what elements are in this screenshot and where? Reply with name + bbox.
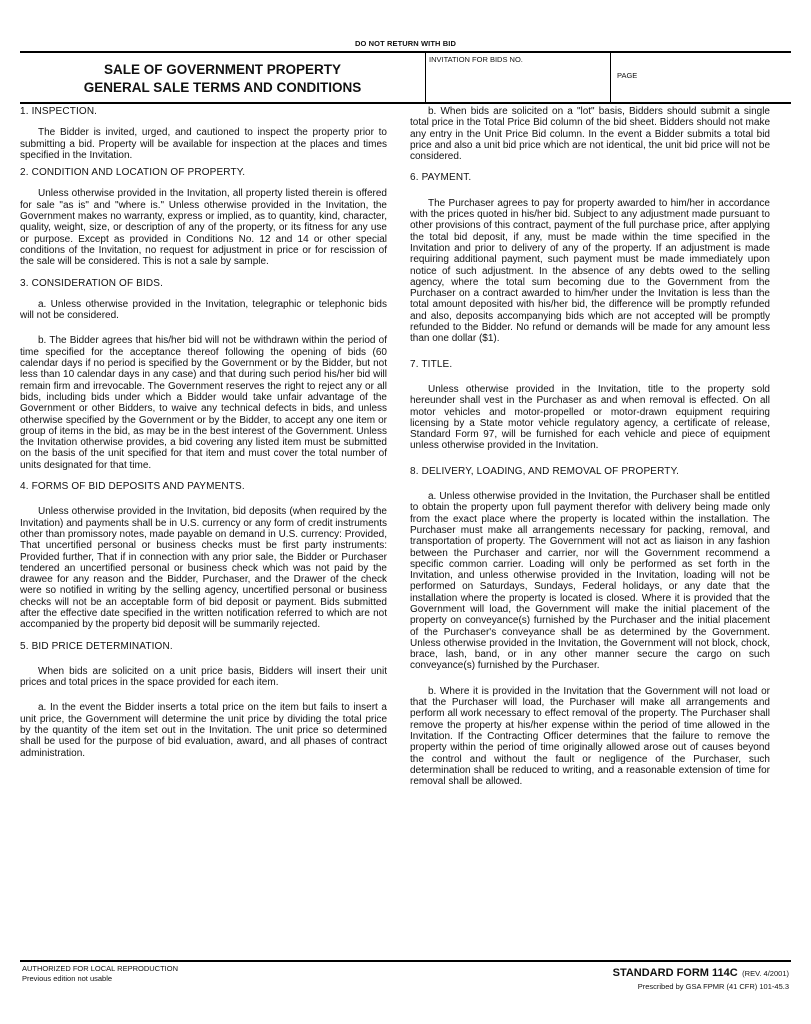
page-number-field[interactable] (611, 52, 791, 102)
invitation-number-field[interactable] (425, 52, 611, 102)
section-heading-inspection: 1. INSPECTION. (20, 106, 98, 117)
section-paragraph: Unless otherwise provided in the Invitation, title to the property sold hereunder shall vest in the Purchaser as and when removal is effected. On all motor vehicles and motor-propelled or motor-drawn equipment requiring licensing by a State motor vehicle regulatory agency, a certificate of release, Standard Form 97, will be furnished for each vehicle and piece of equipment unless otherwise provided in the Invitation. (410, 383, 770, 452)
right-column (410, 106, 770, 787)
do-not-return-notice: DO NOT RETURN WITH BID (355, 39, 456, 48)
invitation-number-label: INVITATION FOR BIDS NO. (429, 55, 523, 64)
form-revision: (REV. 4/2001) (742, 969, 789, 978)
section-heading-condition: 2. CONDITION AND LOCATION OF PROPERTY. (20, 167, 246, 179)
section-heading-consideration: 3. CONSIDERATION OF BIDS. (20, 277, 164, 289)
page-label: PAGE (617, 71, 638, 80)
section-paragraph: The Purchaser agrees to pay for property awarded to him/her in accordance with the prices quoted in his/her bid. Subject to any adjustment made pursuant to other provisions of this contract, payment of the full purchase price, after applying the total bid deposit, if any, must be made within the time specified in the Invitation and prior to delivery of any of the property. If an adjustment is made requiring additional payment, such payment must be made immediately upon notice of such adjustment. In the absence of any debts owed to the selling agency, where the total sum becoming due to the Government from the Purchaser on a contract awarded to him/her under the Invitation is less than the total amount deposited with his/her bid, the difference will be promptly refunded and also, deposits accompanying bids which are not accepted will be promptly refunded to the Bidder. No refund or demands will be made for any amount less than one dollar ($1). (410, 197, 770, 345)
section-heading-payment: 6. PAYMENT. (410, 172, 472, 184)
previous-edition-note: Previous edition not usable (22, 973, 113, 983)
footer-right (613, 963, 789, 991)
section-paragraph: b. The Bidder agrees that his/her bid will not be withdrawn within the period of time specified for the acceptance thereof following the opening of bids (60 calendar days if no period is specified by the Government or by the Bidder, but not less than 10 calendar days in any case) and that during such period his/her bid will remain firm and irrevocable. The Government reserves the right to reject any or all bids, including bids under which a Bidder would take unfair advantage of the Government or other Bidders, to waive any technical defects in bids, and unless otherwise specified by the Government or by the Bidder, to accept any one item or group of items in the bid, as may be in the best interest of the Government. Unless the Invitation otherwise provides, a bid covering any listed item must be submitted on the basis of the unit specified for that item and must cover the total number of units designated for that time. (20, 335, 387, 471)
section-paragraph: Unless otherwise provided in the Invitation, bid deposits (when required by the Invitation) and payments shall be in U.S. currency or any form of credit instruments other than promissory notes, made payable on demand in U.S. currency: Provided, That uncertified personal or business checks must be first party instruments: Provided further, That if in connection with any prior sale, the Bidder or Purchaser tendered an uncertified personal or business check which was not paid by the drawee for any reason and the Bidder, Purchaser, and the Drawer of the check were so notified in writing by the selling agency, uncertified personal or business checks will not be an acceptable form of bid deposit or payment. Bids submitted after the effective date specified in the written notification referred to which are not accompanied by the property bid deposit will be summarily rejected. (20, 506, 387, 631)
form-title-block (20, 52, 426, 102)
footer-left (22, 964, 178, 983)
section-paragraph: a. In the event the Bidder inserts a total price on the item but fails to insert a unit price, the Government will determine the unit price by dividing the total price by the quantity of the item set out in the Invitation. The unit price so determined shall be used for the purpose of bid evaluation, award, and all phases of contract administration. (20, 702, 387, 759)
section-paragraph: a. Unless otherwise provided in the Invitation, telegraphic or telephonic bids will not be considered. (20, 298, 387, 322)
section-paragraph: When bids are solicited on a unit price basis, Bidders will insert their unit prices and total prices in the space provided for each item. (20, 665, 387, 689)
section-paragraph: Unless otherwise provided in the Invitation, all property listed therein is offered for sale "as is" and "where is." Unless otherwise provided in the Invitation, the Government makes no warranty, express or implied, as to quantity, kind, character, quality, weight, size, or description of any of the property, or its fitness for any use or purpose. Except as provided in Conditions No. 12 and 14 or other special conditions of the Invitation, no request for adjustment in price or for rescission of the sale will be considered. This is not a sale by sample. (20, 188, 387, 268)
form-number: STANDARD FORM 114C (612, 967, 738, 979)
section-paragraph: The Bidder is invited, urged, and cautioned to inspect the property prior to submitting a bid. Property will be available for inspection at the places and times specified in the Invitation. (20, 127, 387, 161)
section-heading-bid-price: 5. BID PRICE DETERMINATION. (20, 640, 173, 652)
left-column (20, 106, 387, 759)
prescribed-by: Prescribed by GSA FPMR (41 CFR) 101-45.3 (637, 982, 789, 991)
form-title-line2: GENERAL SALE TERMS AND CONDITIONS (83, 80, 362, 95)
form-header (20, 52, 791, 102)
header-rule (20, 102, 791, 104)
form-title-line1: SALE OF GOVERNMENT PROPERTY (103, 62, 342, 77)
footer-rule (20, 960, 791, 962)
section-paragraph: b. When bids are solicited on a "lot" basis, Bidders should submit a single total price in the Total Price Bid column of the bid sheet. Bidders should not make any entry in the Unit Price Bid column. In the event a Bidder submits a total bid price and also a unit bid price which are not identical, the unit bid price will not be considered. (410, 106, 770, 163)
section-paragraph: a. Unless otherwise provided in the Invitation, the Purchaser shall be entitled to obtain the property upon full payment therefor with delivery being made only from the exact place where the property is located within the installation. The Purchaser must make all arrangements necessary for packing, removal, and transportation of property. The Government will not act as liaison in any fashion between the Purchaser and carrier, nor will the Government recommend a specific common carrier. Loading will only be performed as set forth in the Invitation, and unless otherwise provided in the Invitation, loading will not be performed on Saturdays, Sundays, Federal holidays, or any date that the installation where the property is located is closed. Where it is provided that the Government will load, the Government will make the initial placement of the property on conveyance(s) furnished by the Purchaser and the initial placement of the Purchaser's conveyance shall be as determined by the Government. Unless otherwise provided in the Invitation, the Government will not block, chock, brace, lash, band, or in any other manner secure the cargo on such conveyance(s) furnished by the Purchaser. (410, 491, 770, 672)
section-heading-delivery: 8. DELIVERY, LOADING, AND REMOVAL OF PROPERTY. (410, 465, 680, 477)
section-heading-title: 7. TITLE. (410, 358, 453, 370)
section-paragraph: b. Where it is provided in the Invitation that the Government will not load or that the Purchaser will load, the Purchaser will make all arrangements and perform all work necessary to effect removal of the property. The Purchaser shall remove the property at his/her expense within the period of time allowed in the Invitation. If the Contracting Officer determines that the failure to remove the property within the period of time originally allowed arose out of causes beyond the control and without the fault or negligence of the Purchaser, such determination shall be reduced to writing, and a reasonable extension of time for removal shall be allowed. (410, 685, 770, 788)
authorized-reproduction-note: AUTHORIZED FOR LOCAL REPRODUCTION (22, 964, 178, 973)
section-heading-bid-deposits: 4. FORMS OF BID DEPOSITS AND PAYMENTS. (20, 481, 245, 493)
